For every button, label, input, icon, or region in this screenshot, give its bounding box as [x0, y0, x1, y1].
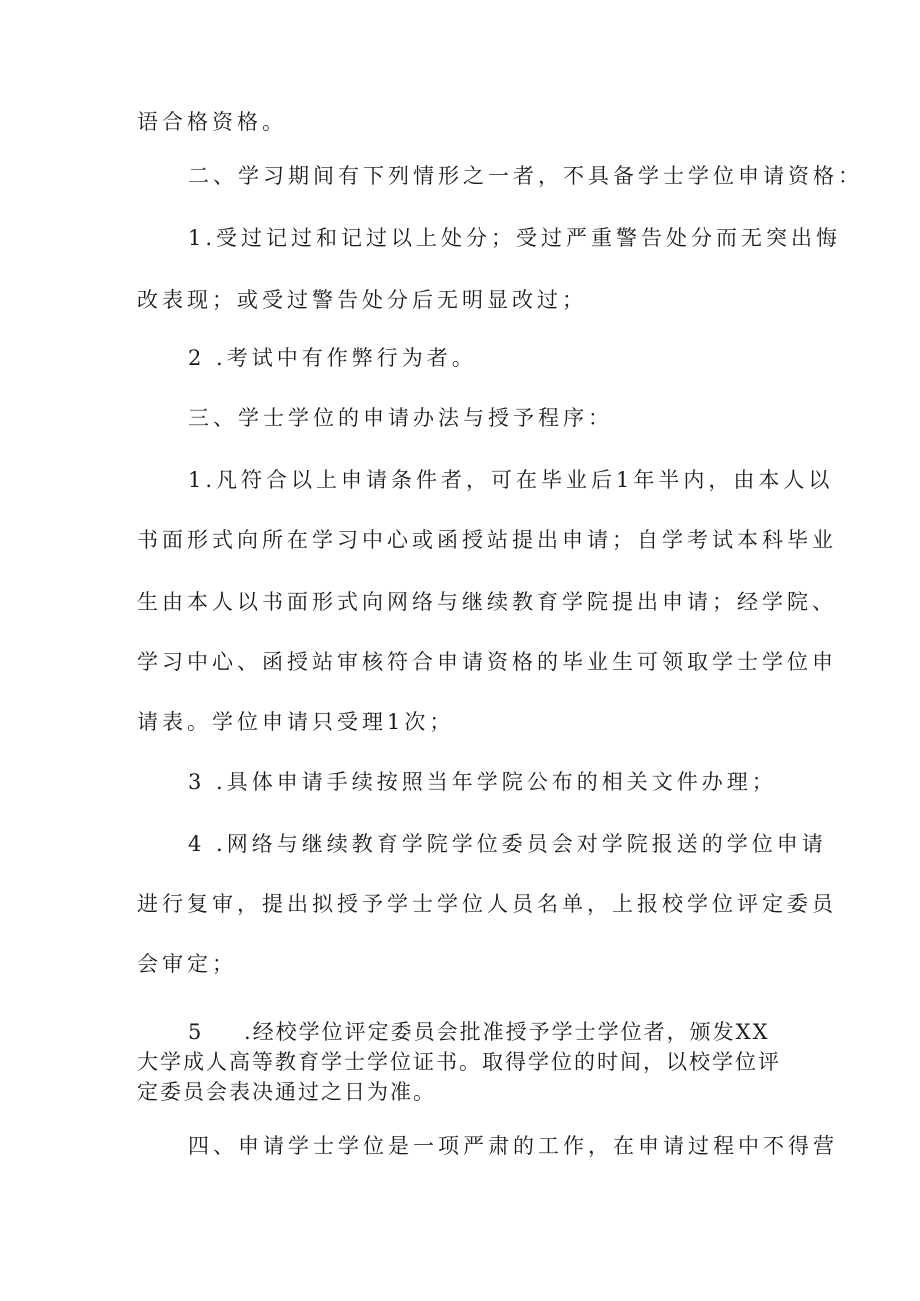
text-line-5: 2 .考试中有作弊行为者。 [188, 346, 477, 370]
text-line-17: 大学成人高等教育学士学位证书。取得学位的时间，以校学位评 [137, 1050, 781, 1074]
text-line-15: 会审定； [137, 952, 237, 976]
text-line-8: 书面形式向所在学习中心或函授站提出申请；自学考试本科毕业 [137, 528, 837, 552]
text-line-2: 二、学习期间有下列情形之一者，不具备学士学位申请资格： [188, 164, 863, 188]
text-line-13: 4 .网络与继续教育学院学位委员会对学院报送的学位申请 [188, 832, 827, 856]
text-line-4: 改表现；或受过警告处分后无明显改过； [137, 288, 587, 312]
text-line-12: 3 .具体申请手续按照当年学院公布的相关文件办理； [188, 770, 777, 794]
text-line-9: 生由本人以书面形式向网络与继续教育学院提出申请；经学院、 [137, 590, 837, 614]
text-line-19: 四、申请学士学位是一项严肃的工作，在申请过程中不得营 [188, 1134, 838, 1158]
text-line-16: .经校学位评定委员会批准授予学士学位者，颁发XX [244, 1020, 770, 1044]
text-line-7: 1.凡符合以上申请条件者，可在毕业后1年半内，由本人以 [188, 468, 834, 492]
text-line-1: 语合格资格。 [137, 110, 287, 134]
list-number-5: 5 [188, 1020, 204, 1044]
text-line-14: 进行复审，提出拟授予学士学位人员名单，上报校学位评定委员 [137, 892, 837, 916]
text-line-3: 1.受过记过和记过以上处分；受过严重警告处分而无突出悔 [188, 226, 842, 250]
text-line-11: 请表。学位申请只受理1次； [137, 710, 455, 734]
text-line-6: 三、学士学位的申请办法与授予程序： [188, 406, 613, 430]
text-line-10: 学习中心、函授站审核符合申请资格的毕业生可领取学士学位申 [137, 650, 837, 674]
text-line-18: 定委员会表决通过之日为准。 [137, 1080, 436, 1104]
